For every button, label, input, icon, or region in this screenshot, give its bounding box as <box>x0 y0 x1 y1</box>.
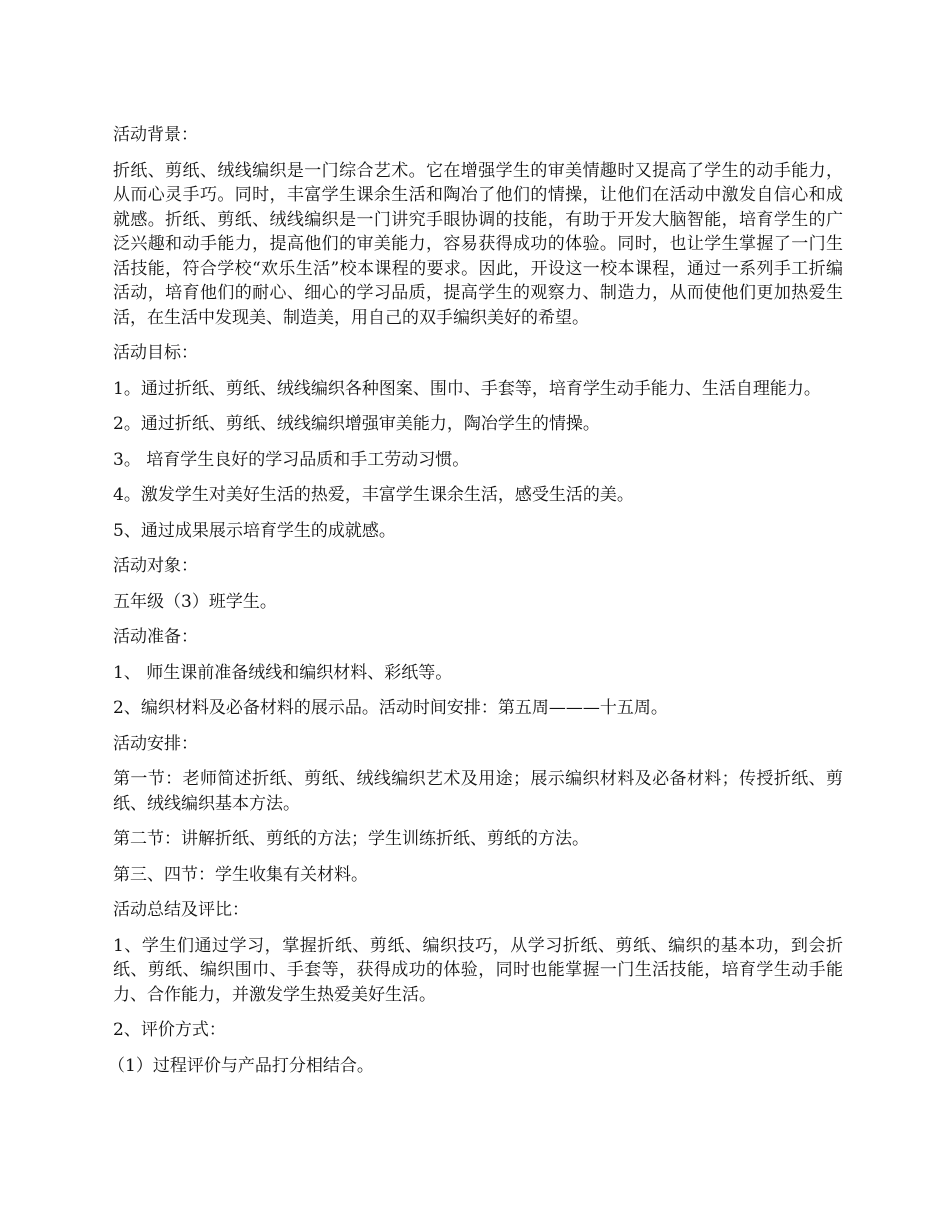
goal-item-2: 2。通过折纸、剪纸、绒线编织增强审美能力，陶冶学生的情操。 <box>113 414 600 434</box>
heading-schedule: 活动安排： <box>113 733 198 754</box>
heading-preparation: 活动准备： <box>113 627 198 647</box>
heading-audience: 活动对象： <box>113 556 198 576</box>
paragraph-background: 折纸、剪纸、绒线编织是一门综合艺术。它在增强学生的审美情趣时又提高了学生的动手能力，从而心灵手巧。同时，丰富学生课余生活和陶冶了他们的情操，让他们在活动中激发自信心和成就感。折纸、剪纸、绒线编织是一门讲究手眼协调的技能，有助于开发大脑智能，培育学生的广泛兴趣和动手能力，提高他们的审美能力，容易获得成功的体验。同时，也让学生掌握了一门生活技能，符合学校“欢乐生活”校本课程的要求。因此，开设这一校本课程，通过一系列手工折编活动，培育他们的耐心、细心的学习品质，提高学生的观察力、制造力，从而使他们更加热爱生活，在生活中发现美、制造美，用自己的双手编织美好的希望。 <box>113 160 843 328</box>
preparation-item-1: 1、 师生课前准备绒线和编织材料、彩纸等。 <box>113 662 453 683</box>
goal-item-5: 5、通过成果展示培育学生的成就感。 <box>113 520 396 541</box>
summary-item-2: 2、评价方式： <box>113 1020 226 1040</box>
goal-item-1: 1。通过折纸、剪纸、绒线编织各种图案、围巾、手套等，培育学生动手能力、生活自理能力。 <box>113 378 821 399</box>
summary-subitem-1: （1）过程评价与产品打分相结合。 <box>108 1055 374 1076</box>
audience-text: 五年级（3）班学生。 <box>113 591 277 612</box>
goal-item-3: 3。 培育学生良好的学习品质和手工劳动习惯。 <box>113 449 470 470</box>
schedule-item-2: 第二节：讲解折纸、剪纸的方法；学生训练折纸、剪纸的方法。 <box>113 829 589 849</box>
schedule-item-1: 第一节：老师简述折纸、剪纸、绒线编织艺术及用途；展示编织材料及必备材料；传授折纸、剪纸、绒线编织基本方法。 <box>113 769 843 814</box>
goal-item-4: 4。激发学生对美好生活的热爱，丰富学生课余生活，感受生活的美。 <box>113 485 634 505</box>
preparation-item-2: 2、编织材料及必备材料的展示品。活动时间安排：第五周———十五周。 <box>113 698 668 718</box>
heading-background: 活动背景： <box>113 125 198 145</box>
heading-summary: 活动总结及评比： <box>113 900 249 920</box>
heading-goals: 活动目标： <box>113 343 198 363</box>
document-body <box>108 123 843 1089</box>
schedule-item-3: 第三、四节：学生收集有关材料。 <box>113 864 368 885</box>
summary-item-1: 1、学生们通过学习，掌握折纸、剪纸、编织技巧，从学习折纸、剪纸、编织的基本功，到会折纸、剪纸、编织围巾、手套等，获得成功的体验，同时也能掌握一门生活技能，培育学生动手能力、合作能力，并激发学生热爱美好生活。 <box>113 935 843 1005</box>
